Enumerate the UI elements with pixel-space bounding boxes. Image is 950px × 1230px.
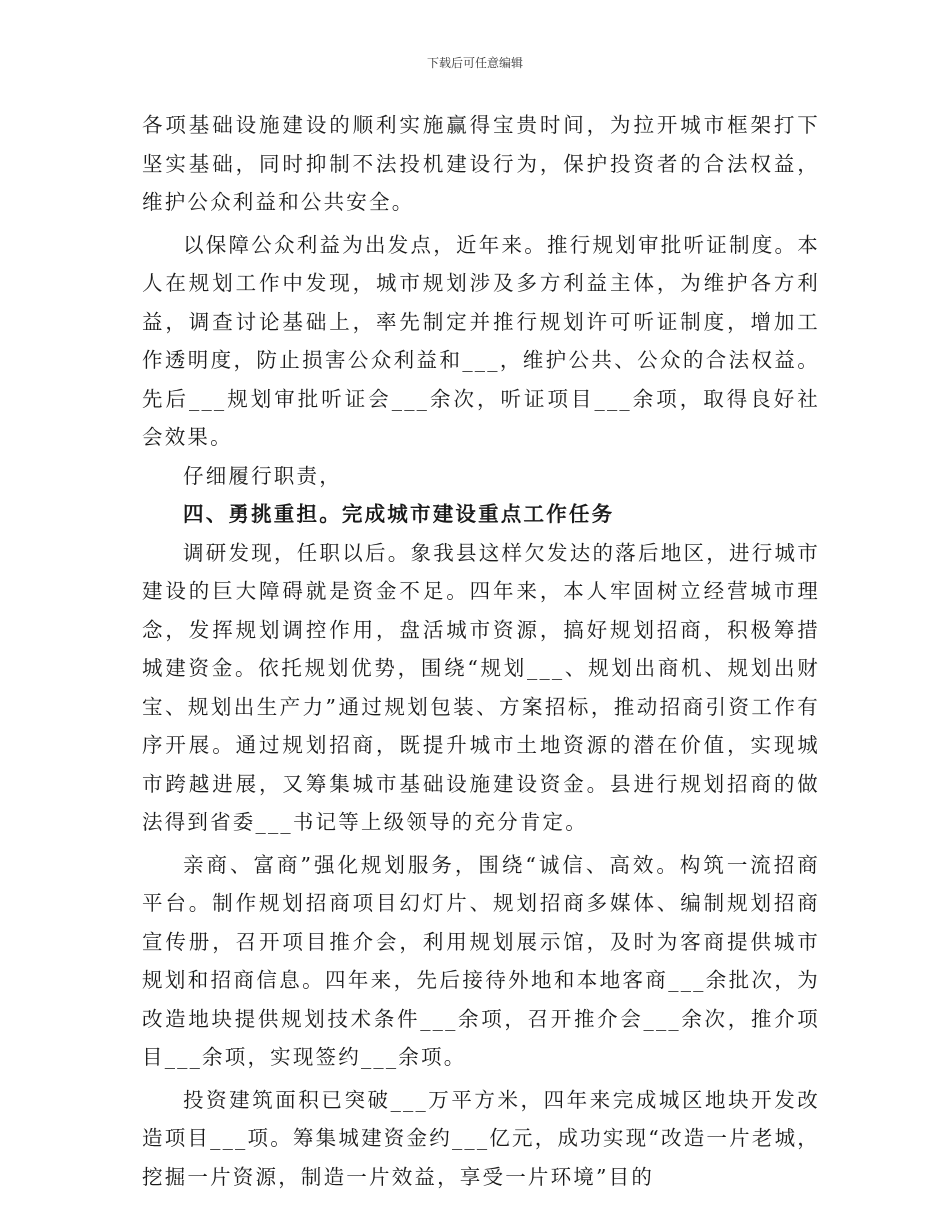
paragraph-investment-service: 亲商、富商”强化规划服务，围绕“诚信、高效。构筑一流招商平台。制作规划招商项目幻灯片、规划招商多媒体、编制规划招商宣传册，召开项目推介会，利用规划展示馆，及时为客商提供城市规划和招商信息。四年来，先后接待外地和本地客商___余批次，为改造地块提供规划技术条件___余项，召开推介会___余次，推介项目___余项，实现签约___余项。 xyxy=(142,852,820,1069)
document-body xyxy=(142,106,820,1196)
page-header-note: 下载后可任意编辑 xyxy=(426,56,523,70)
paragraph-duty: 仔细履行职责， xyxy=(183,463,342,488)
paragraph-results: 投资建筑面积已突破___万平方米，四年来完成城区地块开发改造项目___项。筹集城建资金约___亿元，成功实现“改造一片老城，挖掘一片资源，制造一片效益，享受一片环境”目的 xyxy=(142,1087,820,1189)
paragraph-funding: 调研发现，任职以后。象我县这样欠发达的落后地区，进行城市建设的巨大障碍就是资金不足。四年来，本人牢固树立经营城市理念，发挥规划调控作用，盘活城市资源，搞好规划招商，积极筹措城建资金。依托规划优势，围绕“规划___、规划出商机、规划出财宝、规划出生产力”通过规划包装、方案招标，推动招商引资工作有序开展。通过规划招商，既提升城市土地资源的潜在价值，实现城市跨越进展，又筹集城市基础设施建设资金。县进行规划招商的做法得到省委___书记等上级领导的充分肯定。 xyxy=(142,540,820,834)
paragraph-hearing-system: 以保障公众利益为出发点，近年来。推行规划审批听证制度。本人在规划工作中发现，城市规划涉及多方利益主体，为维护各方利益，调查讨论基础上，率先制定并推行规划许可听证制度，增加工作透明度，防止损害公众利益和___，维护公共、公众的合法权益。先后___规划审批听证会___余次，听证项目___余项，取得良好社会效果。 xyxy=(142,232,820,449)
section-heading: 四、勇挑重担。完成城市建设重点工作任务 xyxy=(183,502,615,526)
paragraph-continuation: 各项基础设施建设的顺利实施赢得宝贵时间，为拉开城市框架打下坚实基础，同时抑制不法投机建设行为，保护投资者的合法权益，维护公众利益和公共安全。 xyxy=(142,113,820,214)
